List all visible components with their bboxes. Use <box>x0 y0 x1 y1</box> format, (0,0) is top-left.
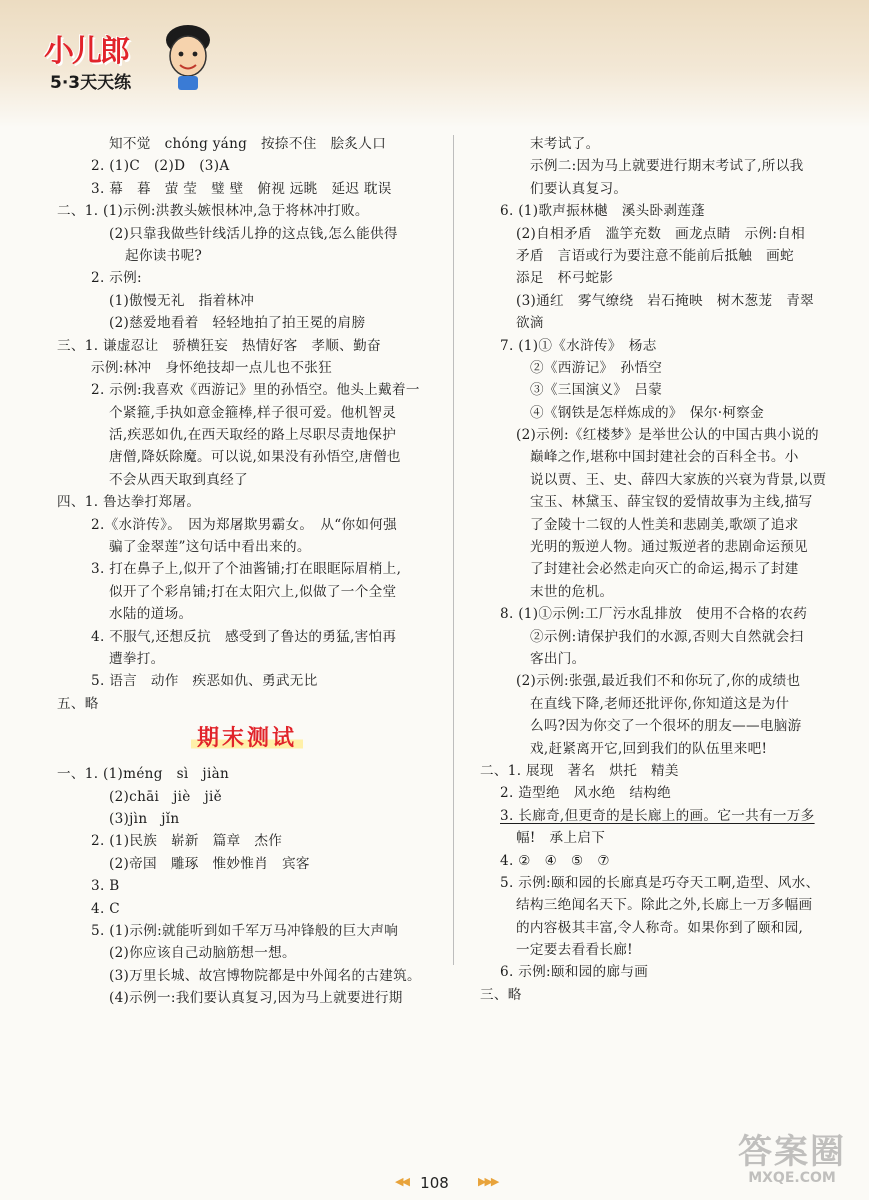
answer-line: 2. 示例:我喜欢《西游记》里的孙悟空。他头上戴着一 <box>91 382 420 399</box>
answer-line: 不会从西天取到真经了 <box>109 471 248 488</box>
answer-line: 4. C <box>91 900 120 917</box>
answer-line: 2. (1)C (2)D (3)A <box>91 158 230 175</box>
answer-line: 幅! 承上启下 <box>516 830 606 847</box>
answer-line: 知不觉 chóng yáng 按捺不住 脍炙人口 <box>109 136 387 152</box>
answer-line: (4)示例一:我们要认真复习,因为马上就要进行期 <box>109 990 403 1007</box>
answer-line: 了封建社会必然走向灭亡的命运,揭示了封建 <box>530 561 799 578</box>
page-number: 108 <box>420 1174 449 1192</box>
answer-line: 三、1. 谦虚忍让 骄横狂妄 热情好客 孝顺、勤奋 <box>57 337 381 354</box>
answer-line: 个紧箍,手执如意金箍棒,样子很可爱。他机智灵 <box>109 404 397 421</box>
answer-line: 8. (1)①示例:工厂污水乱排放 使用不合格的农药 <box>500 606 808 623</box>
answer-line: 末考试了。 <box>530 136 600 152</box>
answer-line: 6. (1)歌声振林樾 溪头卧剥莲蓬 <box>500 203 706 220</box>
answer-line: 一、1. (1)méng sì jiàn <box>57 766 230 783</box>
answer-line: 5. 示例:颐和园的长廊真是巧夺天工啊,造型、风水、 <box>500 874 820 891</box>
answer-line: 4. 不服气,还想反抗 感受到了鲁达的勇猛,害怕再 <box>91 628 397 645</box>
answer-line: 一定要去看看长廊! <box>516 942 633 959</box>
answer-line: 二、1. (1)示例:洪教头嫉恨林冲,急于将林冲打败。 <box>57 203 369 220</box>
answer-line: 结构三绝闻名天下。除此之外,长廊上一万多幅画 <box>516 897 813 914</box>
answer-line: 末世的危机。 <box>530 583 614 600</box>
answer-line: 3. B <box>91 878 120 895</box>
watermark-url: MXQE.COM <box>748 1170 836 1186</box>
answer-line: 了金陵十二钗的人性美和悲剧美,歌颂了追求 <box>530 516 799 533</box>
answer-line: ③《三国演义》 吕蒙 <box>530 382 663 399</box>
answer-line: 活,疾恶如仇,在西天取经的路上尽职尽责地保护 <box>109 427 397 444</box>
answer-line: (2)chāi jiè jiě <box>109 788 222 805</box>
answer-line: (3)jìn jǐn <box>109 810 180 827</box>
column-divider <box>453 135 454 965</box>
answer-line: 么吗?因为你交了一个很坏的朋友——电脑游 <box>530 718 802 735</box>
answer-line: 示例二:因为马上就要进行期末考试了,所以我 <box>530 158 804 175</box>
answer-line: (2)自相矛盾 滥竽充数 画龙点睛 示例:自相 <box>516 225 806 242</box>
right-column <box>480 133 835 1006</box>
answer-line: (2)慈爱地看着 轻轻地拍了拍王冕的肩膀 <box>109 315 366 332</box>
answer-line: 5. 语言 动作 疾恶如仇、勇武无比 <box>91 673 318 690</box>
answer-line: 的内容极其丰富,令人称奇。如果你到了颐和园, <box>516 919 804 936</box>
answer-line: 矛盾 言语或行为要注意不能前后抵触 画蛇 <box>516 247 794 264</box>
answer-line: 戏,赶紧离开它,回到我们的队伍里来吧! <box>530 740 768 757</box>
answer-line: 2. (1)民族 崭新 篇章 杰作 <box>91 833 283 850</box>
answer-line: 说以贾、王、史、薛四大家族的兴衰为背景,以贾 <box>530 471 827 488</box>
answer-line: (2)示例:《红楼梦》是举世公认的中国古典小说的 <box>516 427 819 444</box>
answer-line: (2)示例:张强,最近我们不和你玩了,你的成绩也 <box>516 673 801 690</box>
answer-line: 客出门。 <box>530 650 586 667</box>
answer-line: 遭拳打。 <box>109 650 165 667</box>
answer-line: (3)万里长城、故宫博物院都是中外闻名的古建筑。 <box>109 967 421 984</box>
answer-line: 7. (1)①《水浒传》 杨志 <box>500 337 657 354</box>
prev-arrows-icon: ◀◀ <box>395 1175 408 1188</box>
answer-line: 在直线下降,老师还批评你,你知道这是为什 <box>530 695 790 712</box>
answer-line: 3. 打在鼻子上,似开了个油酱铺;打在眼眶际眉梢上, <box>91 561 402 578</box>
answer-line: ②《西游记》 孙悟空 <box>530 359 663 376</box>
answer-line: 五、略 <box>57 695 99 712</box>
answer-line: 似开了个彩帛铺;打在太阳穴上,似做了一个全堂 <box>109 583 397 600</box>
answer-line: (2)你应该自己动脑筋想一想。 <box>109 945 296 962</box>
answer-line: 添足 杯弓蛇影 <box>516 270 614 287</box>
answer-line: 三、略 <box>480 986 522 1003</box>
answer-line: 2. 造型绝 风水绝 结构绝 <box>500 785 672 802</box>
answer-line: (1)傲慢无礼 指着林冲 <box>109 292 255 309</box>
answer-line: 巅峰之作,堪称中国封建社会的百科全书。小 <box>530 449 799 466</box>
answer-line: 们要认真复习。 <box>530 180 628 197</box>
answer-line: 3. 幕 暮 萤 莹 璧 壁 俯视 远眺 延迟 耽误 <box>91 180 392 197</box>
answer-line: (2)只靠我做些针线活儿挣的这点钱,怎么能供得 <box>109 225 398 242</box>
answer-line: (2)帝国 雕琢 惟妙惟肖 宾客 <box>109 855 310 872</box>
answer-line: 二、1. 展现 著名 烘托 精美 <box>480 762 679 779</box>
mascot-icon <box>158 22 218 92</box>
answer-line: 示例:林冲 身怀绝技却一点儿也不张狂 <box>91 359 333 376</box>
answer-line: ④《钢铁是怎样炼成的》 保尔·柯察金 <box>530 404 765 421</box>
brand-logo <box>40 22 210 102</box>
answer-line: 2.《水浒传》。 因为郑屠欺男霸女。 从“你如何强 <box>91 516 398 533</box>
brand-title: 小儿郎 <box>44 34 128 69</box>
answer-line: 欲滴 <box>516 315 544 332</box>
next-arrows-icon: ▶▶▶ <box>478 1175 498 1188</box>
watermark-text: 答案圈 <box>738 1132 846 1172</box>
site-watermark <box>718 1124 866 1196</box>
answer-line: 光明的叛逆人物。通过叛逆者的悲剧命运预见 <box>530 539 808 556</box>
answer-line: 2. 示例: <box>91 270 142 287</box>
answer-line: 3. 长廊奇,但更奇的是长廊上的画。它一共有一万多 <box>500 807 815 824</box>
section-title-text: 期末测试 <box>191 726 303 751</box>
left-column <box>57 133 437 1009</box>
answer-line: 骗了金翠莲”这句话中看出来的。 <box>109 539 311 556</box>
answer-line: 宝玉、林黛玉、薛宝钗的爱情故事为主线,描写 <box>530 494 813 511</box>
answer-line: 唐僧,降妖除魔。可以说,如果没有孙悟空,唐僧也 <box>109 449 401 466</box>
brand-subtitle: 5·3天天练 <box>50 73 132 93</box>
answer-line: 水陆的道场。 <box>109 606 193 623</box>
answer-line: ②示例:请保护我们的水源,否则大自然就会扫 <box>530 628 804 645</box>
answer-line: 四、1. 鲁达拳打郑屠。 <box>57 494 201 511</box>
answer-line: 起你读书呢? <box>125 247 203 264</box>
answer-line: 5. (1)示例:就能听到如千军万马冲锋般的巨大声响 <box>91 922 399 939</box>
answer-line: 6. 示例:颐和园的廊与画 <box>500 964 649 981</box>
answer-line: 4. ② ④ ⑤ ⑦ <box>500 852 610 869</box>
answer-line: (3)通红 雾气缭绕 岩石掩映 树木葱茏 青翠 <box>516 292 815 309</box>
section-title <box>57 715 437 763</box>
